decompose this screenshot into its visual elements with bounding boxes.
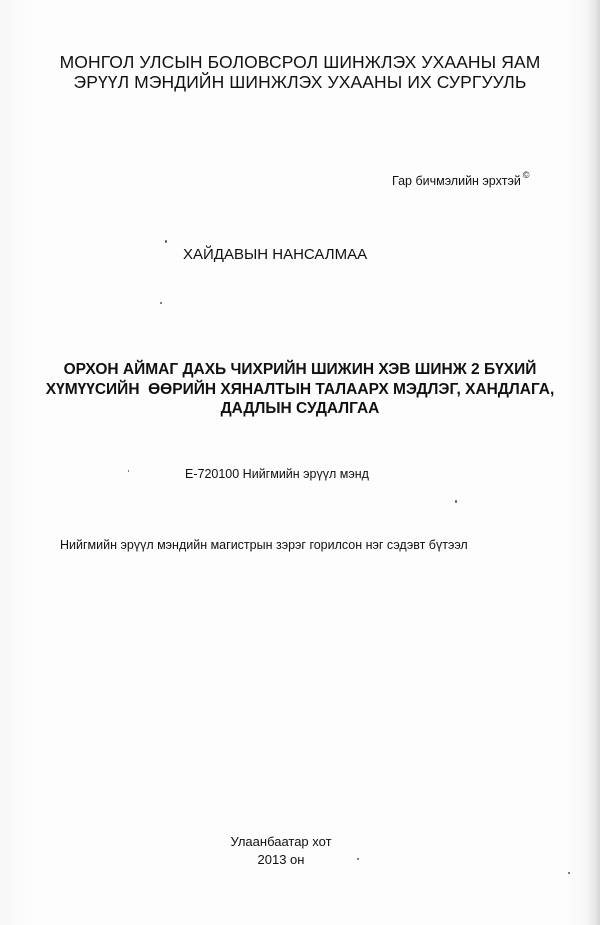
specialty-code: Е-720100 Нийгмийн эрүүл мэнд — [185, 467, 369, 481]
ministry-line-1: МОНГОЛ УЛСЫН БОЛОВСРОЛ ШИНЖЛЭХ УХААНЫ ЯАМ — [59, 52, 541, 72]
year-label: 2013 он — [257, 852, 305, 867]
place-and-year — [0, 833, 562, 869]
thesis-title-line-3: ДАДЛЫН СУДАЛГАА — [220, 400, 380, 417]
degree-statement: Нийгмийн эрүүл мэндийн магистрын зэрэг горилсон нэг сэдэвт бүтээл — [60, 538, 468, 552]
scan-speck — [455, 500, 457, 503]
scan-speck — [357, 858, 359, 860]
copyright-notice — [392, 172, 529, 188]
scan-speck — [128, 470, 129, 472]
copyright-symbol: © — [522, 170, 530, 180]
university-line: ЭРҮҮЛ МЭНДИЙН ШИНЖЛЭХ УХААНЫ ИХ СУРГУУЛЬ — [73, 72, 527, 92]
ministry-header — [0, 52, 600, 92]
thesis-title — [0, 360, 600, 419]
scan-speck — [568, 872, 570, 874]
author-name: ХАЙДАВЫН НАНСАЛМАА — [183, 246, 368, 263]
page-edge-shadow — [586, 0, 600, 925]
copyright-text: Гар бичмэлийн эрхтэй — [392, 174, 521, 189]
thesis-title-line-2: ХҮМҮҮСИЙН ӨӨРИЙН ХЯНАЛТЫН ТАЛААРХ МЭДЛЭГ, ХАНДЛАГА, — [45, 380, 555, 398]
thesis-title-line-1: ОРХОН АЙМАГ ДАХЬ ЧИХРИЙН ШИЖИН ХЭВ ШИНЖ 2 БҮХИЙ — [63, 361, 537, 378]
scan-speck — [165, 240, 167, 243]
scan-speck — [160, 302, 162, 304]
city-label: Улаанбаатар хот — [230, 834, 332, 849]
